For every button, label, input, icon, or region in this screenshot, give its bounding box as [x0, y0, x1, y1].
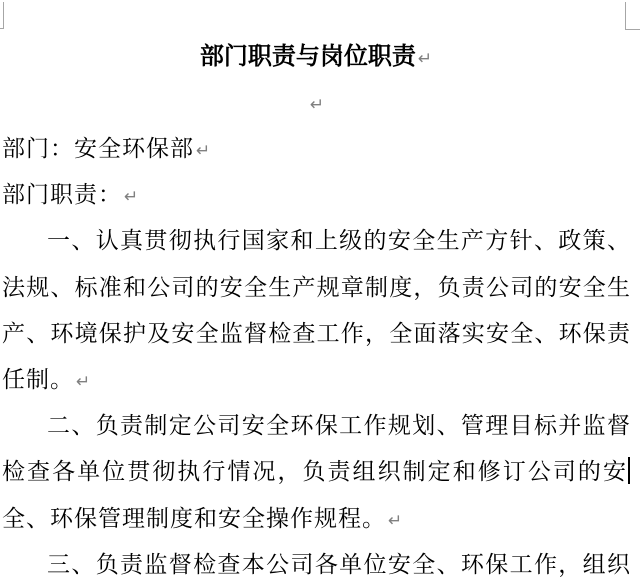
text-area[interactable]: [2, 0, 630, 583]
page-title[interactable]: [2, 34, 630, 82]
text-line-content: 部门职责：: [2, 182, 122, 207]
text-line-content: 三、负责监督检查本公司各单位安全、环保工作，组织: [47, 552, 630, 577]
text-line-content: 检查各单位贯彻执行情况，负责组织制定和修订公司的安: [2, 459, 628, 484]
text-line[interactable]: [2, 449, 630, 495]
pilcrow-mark: ↵: [124, 187, 139, 207]
text-line-content: 部门：安全环保部: [2, 136, 194, 161]
text-line[interactable]: [2, 218, 630, 264]
pilcrow-mark: ↵: [76, 372, 91, 392]
pilcrow-mark: ↵: [388, 511, 403, 531]
text-line-content: 任制。: [2, 367, 74, 392]
text-line-content: 二、负责制定公司安全环保工作规划、管理目标并监督: [47, 413, 630, 438]
text-line[interactable]: [2, 126, 630, 174]
text-line[interactable]: [2, 496, 630, 544]
text-line[interactable]: [2, 357, 630, 405]
pilcrow-mark: ↵: [309, 95, 325, 115]
text-line-content: 一、认真贯彻执行国家和上级的安全生产方针、政策、: [47, 228, 630, 253]
pilcrow-mark: ↵: [196, 141, 211, 161]
text-line-content: 法规、标准和公司的安全生产规章制度，负责公司的安全生: [2, 275, 630, 300]
text-line[interactable]: [2, 265, 630, 311]
text-line-content: 全、环保管理制度和安全操作规程。: [2, 506, 386, 531]
empty-line[interactable]: [2, 80, 630, 128]
text-line-content: 产、环境保护及安全监督检查工作，全面落实安全、环保责: [2, 321, 630, 346]
text-line[interactable]: [2, 542, 630, 583]
text-line[interactable]: [2, 403, 630, 449]
page-title-text: 部门职责与岗位职责: [199, 44, 416, 70]
text-line[interactable]: [2, 172, 630, 220]
text-line[interactable]: [2, 311, 630, 357]
text-cursor: [628, 457, 630, 484]
pilcrow-mark: ↵: [417, 49, 433, 69]
